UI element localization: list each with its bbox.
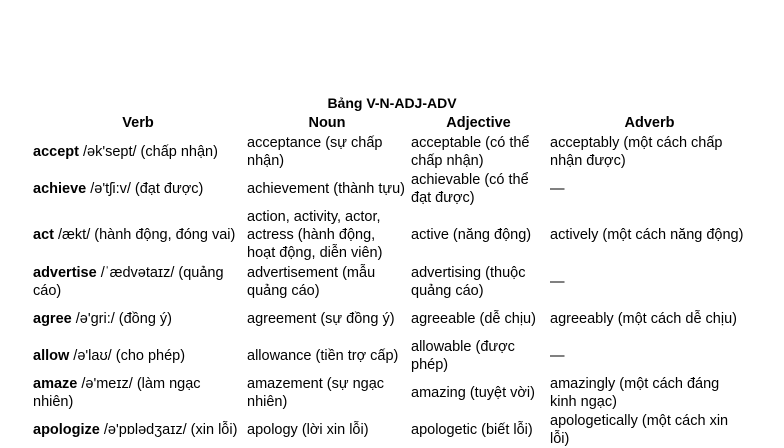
verb-cell [31, 337, 245, 374]
table-row [31, 133, 751, 170]
noun-cell: allowance (tiền trợ cấp) [247, 347, 399, 364]
adverb-cell: actively (một cách năng động) [550, 227, 744, 243]
adverb-cell: amazingly (một cách đáng kinh ngạc) [550, 375, 720, 410]
verb-word: accept [33, 143, 79, 160]
noun-cell: apology (lời xin lỗi) [247, 421, 369, 438]
header-verb: Verb [122, 115, 154, 131]
verb-cell [31, 374, 245, 411]
verb-word: act [33, 227, 54, 243]
verb-word: achieve [33, 180, 87, 197]
adverb-cell: apologetically (một cách xin lỗi) [550, 412, 729, 447]
adjective-cell: active (năng động) [411, 227, 532, 243]
noun-cell: achievement (thành tựu) [247, 180, 406, 197]
verb-word: apologize [33, 421, 100, 438]
header-adverb: Adverb [624, 115, 675, 131]
adjective-cell: acceptable (có thể chấp nhận) [411, 134, 530, 169]
verb-cell [31, 263, 245, 300]
adverb-cell: agreeably (một cách dễ chịu) [550, 310, 737, 327]
verb-cell [31, 300, 245, 337]
adverb-cell: — [550, 273, 565, 290]
table-row [31, 207, 751, 263]
verb-phonetic-meaning: /ə'meɪz/ (làm ngạc nhiên) [33, 375, 201, 410]
noun-cell: agreement (sự đồng ý) [247, 310, 395, 327]
adjective-cell: allowable (được phép) [411, 338, 515, 373]
adjective-cell: amazing (tuyệt vời) [411, 384, 535, 401]
verb-word: amaze [33, 375, 78, 392]
adjective-cell: apologetic (biết lỗi) [411, 421, 533, 438]
verb-phonetic-meaning: /ək'sept/ (chấp nhận) [78, 143, 218, 160]
adjective-cell: advertising (thuộc quảng cáo) [411, 264, 526, 299]
noun-cell: acceptance (sự chấp nhận) [247, 134, 383, 169]
verb-phonetic-meaning: /ə'gri:/ (đồng ý) [71, 310, 172, 327]
header-adjective: Adjective [446, 115, 511, 131]
table-row [31, 263, 751, 300]
header-noun: Noun [308, 115, 346, 131]
verb-word: agree [33, 310, 72, 327]
adverb-cell: — [550, 347, 565, 364]
word-forms-table [31, 113, 751, 448]
adjective-cell: agreeable (dễ chịu) [411, 310, 536, 327]
verb-word: advertise [33, 264, 97, 281]
verb-cell [31, 207, 245, 263]
verb-phonetic-meaning: /ə'pɒlədʒaɪz/ (xin lỗi) [99, 421, 238, 438]
table-row [31, 337, 751, 374]
noun-cell: amazement (sự ngạc nhiên) [247, 375, 385, 410]
table-row [31, 300, 751, 337]
verb-cell [31, 170, 245, 207]
noun-cell: action, activity, actor, actress (hành động, hoạt động, diễn viên) [247, 209, 383, 261]
noun-cell: advertisement (mẫu quảng cáo) [247, 264, 376, 299]
verb-phonetic-meaning: /ə'tʃi:v/ (đạt được) [86, 180, 204, 197]
verb-cell [31, 411, 245, 448]
header-row [31, 113, 751, 133]
adverb-cell: acceptably (một cách chấp nhận được) [550, 134, 723, 169]
table-row [31, 411, 751, 448]
verb-phonetic-meaning: /ækt/ (hành động, đóng vai) [53, 227, 236, 243]
table-title: Bảng V-N-ADJ-ADV [327, 95, 457, 111]
adjective-cell: achievable (có thể đạt được) [411, 171, 529, 206]
verb-cell [31, 133, 245, 170]
verb-phonetic-meaning: /ə'laʊ/ (cho phép) [69, 347, 186, 364]
verb-word: allow [33, 347, 70, 364]
adverb-cell: — [550, 180, 565, 197]
table-row [31, 374, 751, 411]
verb-phonetic-meaning: /ˈædvətaɪz/ (quảng cáo) [33, 264, 224, 299]
table-row [31, 170, 751, 207]
